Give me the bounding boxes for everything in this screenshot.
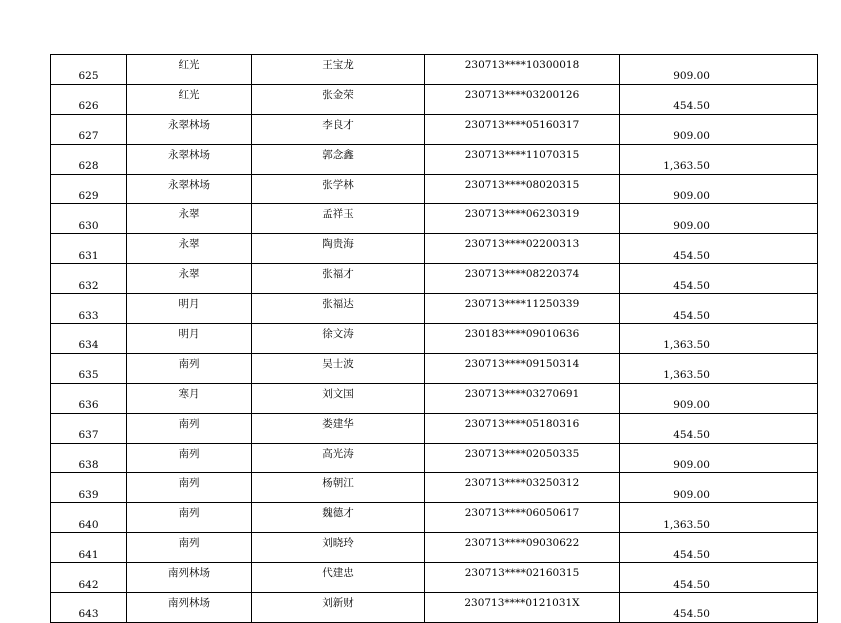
amount-cell: 454.50 bbox=[620, 533, 818, 563]
table-row bbox=[51, 264, 818, 294]
name-cell: 刘新财 bbox=[252, 593, 425, 623]
id-number-cell: 230713****11250339 bbox=[425, 294, 620, 324]
row-number-cell: 633 bbox=[51, 294, 127, 324]
row-number-cell: 625 bbox=[51, 55, 127, 85]
unit-cell: 南列 bbox=[127, 473, 252, 503]
row-number-cell: 640 bbox=[51, 503, 127, 533]
amount-cell: 1,363.50 bbox=[620, 503, 818, 533]
id-number-cell: 230713****0121031X bbox=[425, 593, 620, 623]
id-number-cell: 230713****03200126 bbox=[425, 84, 620, 114]
table-row bbox=[51, 353, 818, 383]
name-cell: 刘文国 bbox=[252, 383, 425, 413]
table-row bbox=[51, 563, 818, 593]
table-row bbox=[51, 473, 818, 503]
table-row bbox=[51, 234, 818, 264]
table-row bbox=[51, 84, 818, 114]
unit-cell: 南列 bbox=[127, 533, 252, 563]
name-cell: 高光涛 bbox=[252, 443, 425, 473]
unit-cell: 南列 bbox=[127, 353, 252, 383]
amount-cell: 909.00 bbox=[620, 55, 818, 85]
name-cell: 张学林 bbox=[252, 174, 425, 204]
unit-cell: 红光 bbox=[127, 84, 252, 114]
amount-cell: 909.00 bbox=[620, 204, 818, 234]
table-row bbox=[51, 413, 818, 443]
amount-cell: 454.50 bbox=[620, 563, 818, 593]
amount-cell: 454.50 bbox=[620, 84, 818, 114]
amount-cell: 909.00 bbox=[620, 383, 818, 413]
amount-cell: 454.50 bbox=[620, 264, 818, 294]
amount-cell: 454.50 bbox=[620, 593, 818, 623]
table-row bbox=[51, 174, 818, 204]
id-number-cell: 230713****02160315 bbox=[425, 563, 620, 593]
unit-cell: 永翠 bbox=[127, 264, 252, 294]
table-row bbox=[51, 324, 818, 354]
amount-cell: 1,363.50 bbox=[620, 353, 818, 383]
row-number-cell: 631 bbox=[51, 234, 127, 264]
row-number-cell: 635 bbox=[51, 353, 127, 383]
name-cell: 李良才 bbox=[252, 114, 425, 144]
row-number-cell: 626 bbox=[51, 84, 127, 114]
unit-cell: 红光 bbox=[127, 55, 252, 85]
row-number-cell: 642 bbox=[51, 563, 127, 593]
id-number-cell: 230713****09150314 bbox=[425, 353, 620, 383]
row-number-cell: 634 bbox=[51, 324, 127, 354]
name-cell: 张福才 bbox=[252, 264, 425, 294]
unit-cell: 寒月 bbox=[127, 383, 252, 413]
unit-cell: 永翠林场 bbox=[127, 114, 252, 144]
id-number-cell: 230713****02200313 bbox=[425, 234, 620, 264]
amount-cell: 454.50 bbox=[620, 294, 818, 324]
roster-body bbox=[51, 55, 818, 623]
table-row bbox=[51, 443, 818, 473]
amount-cell: 1,363.50 bbox=[620, 324, 818, 354]
row-number-cell: 637 bbox=[51, 413, 127, 443]
id-number-cell: 230713****03270691 bbox=[425, 383, 620, 413]
id-number-cell: 230713****09030622 bbox=[425, 533, 620, 563]
id-number-cell: 230713****02050335 bbox=[425, 443, 620, 473]
table-row bbox=[51, 383, 818, 413]
unit-cell: 明月 bbox=[127, 324, 252, 354]
id-number-cell: 230713****03250312 bbox=[425, 473, 620, 503]
amount-cell: 454.50 bbox=[620, 413, 818, 443]
id-number-cell: 230713****08020315 bbox=[425, 174, 620, 204]
unit-cell: 永翠林场 bbox=[127, 144, 252, 174]
name-cell: 张金荣 bbox=[252, 84, 425, 114]
unit-cell: 南列 bbox=[127, 413, 252, 443]
row-number-cell: 632 bbox=[51, 264, 127, 294]
table-row bbox=[51, 114, 818, 144]
name-cell: 王宝龙 bbox=[252, 55, 425, 85]
name-cell: 代建忠 bbox=[252, 563, 425, 593]
unit-cell: 永翠 bbox=[127, 204, 252, 234]
id-number-cell: 230713****11070315 bbox=[425, 144, 620, 174]
unit-cell: 永翠 bbox=[127, 234, 252, 264]
unit-cell: 南列 bbox=[127, 503, 252, 533]
id-number-cell: 230713****10300018 bbox=[425, 55, 620, 85]
name-cell: 魏德才 bbox=[252, 503, 425, 533]
roster-table bbox=[50, 54, 818, 623]
id-number-cell: 230713****08220374 bbox=[425, 264, 620, 294]
id-number-cell: 230183****09010636 bbox=[425, 324, 620, 354]
row-number-cell: 628 bbox=[51, 144, 127, 174]
name-cell: 刘晓玲 bbox=[252, 533, 425, 563]
table-row bbox=[51, 533, 818, 563]
table-row bbox=[51, 144, 818, 174]
id-number-cell: 230713****05180316 bbox=[425, 413, 620, 443]
unit-cell: 南列林场 bbox=[127, 593, 252, 623]
row-number-cell: 641 bbox=[51, 533, 127, 563]
table-row bbox=[51, 593, 818, 623]
row-number-cell: 629 bbox=[51, 174, 127, 204]
row-number-cell: 639 bbox=[51, 473, 127, 503]
row-number-cell: 630 bbox=[51, 204, 127, 234]
row-number-cell: 636 bbox=[51, 383, 127, 413]
name-cell: 孟祥玉 bbox=[252, 204, 425, 234]
unit-cell: 南列 bbox=[127, 443, 252, 473]
id-number-cell: 230713****06050617 bbox=[425, 503, 620, 533]
name-cell: 陶贵海 bbox=[252, 234, 425, 264]
name-cell: 吴士波 bbox=[252, 353, 425, 383]
amount-cell: 909.00 bbox=[620, 443, 818, 473]
table-row bbox=[51, 503, 818, 533]
table-row bbox=[51, 55, 818, 85]
amount-cell: 909.00 bbox=[620, 473, 818, 503]
id-number-cell: 230713****06230319 bbox=[425, 204, 620, 234]
name-cell: 杨朝江 bbox=[252, 473, 425, 503]
name-cell: 郭念鑫 bbox=[252, 144, 425, 174]
row-number-cell: 643 bbox=[51, 593, 127, 623]
table-row bbox=[51, 204, 818, 234]
amount-cell: 909.00 bbox=[620, 114, 818, 144]
table-row bbox=[51, 294, 818, 324]
unit-cell: 明月 bbox=[127, 294, 252, 324]
name-cell: 徐文涛 bbox=[252, 324, 425, 354]
unit-cell: 永翠林场 bbox=[127, 174, 252, 204]
id-number-cell: 230713****05160317 bbox=[425, 114, 620, 144]
name-cell: 张福达 bbox=[252, 294, 425, 324]
amount-cell: 1,363.50 bbox=[620, 144, 818, 174]
row-number-cell: 638 bbox=[51, 443, 127, 473]
amount-cell: 454.50 bbox=[620, 234, 818, 264]
row-number-cell: 627 bbox=[51, 114, 127, 144]
name-cell: 娄建华 bbox=[252, 413, 425, 443]
unit-cell: 南列林场 bbox=[127, 563, 252, 593]
amount-cell: 909.00 bbox=[620, 174, 818, 204]
